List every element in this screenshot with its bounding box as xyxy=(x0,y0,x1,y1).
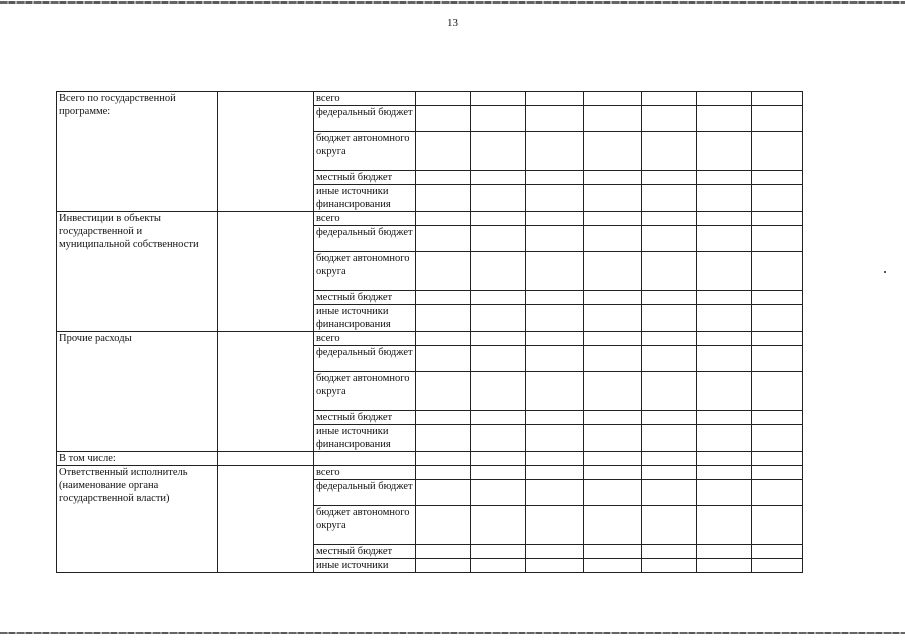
value-cell xyxy=(584,480,642,506)
value-cell xyxy=(526,92,584,106)
value-cell xyxy=(526,106,584,132)
value-cell xyxy=(416,252,471,291)
funding-source-label: всего xyxy=(314,332,416,346)
value-cell xyxy=(416,452,471,466)
funding-source-label: бюджет автономного округа xyxy=(314,506,416,545)
section-title: Прочие расходы xyxy=(57,332,218,452)
section-code-cell xyxy=(218,332,314,452)
value-cell xyxy=(416,291,471,305)
value-cell xyxy=(642,372,697,411)
value-cell xyxy=(471,425,526,452)
section-code-cell xyxy=(218,92,314,212)
value-cell xyxy=(697,545,752,559)
value-cell xyxy=(471,226,526,252)
value-cell xyxy=(471,411,526,425)
value-cell xyxy=(697,452,752,466)
value-cell xyxy=(416,226,471,252)
value-cell xyxy=(697,171,752,185)
table-row xyxy=(57,332,803,346)
value-cell xyxy=(697,466,752,480)
value-cell xyxy=(471,185,526,212)
value-cell xyxy=(642,212,697,226)
value-cell xyxy=(416,480,471,506)
value-cell xyxy=(697,132,752,171)
value-cell xyxy=(471,372,526,411)
value-cell xyxy=(526,372,584,411)
value-cell xyxy=(526,452,584,466)
value-cell xyxy=(416,132,471,171)
scan-speck xyxy=(884,271,886,273)
value-cell xyxy=(416,506,471,545)
value-cell xyxy=(642,466,697,480)
value-cell xyxy=(752,372,803,411)
value-cell xyxy=(584,452,642,466)
value-cell xyxy=(416,332,471,346)
value-cell xyxy=(752,92,803,106)
value-cell xyxy=(642,506,697,545)
value-cell xyxy=(471,92,526,106)
value-cell xyxy=(471,171,526,185)
value-cell xyxy=(697,411,752,425)
financing-table xyxy=(56,91,803,573)
section-code-cell xyxy=(218,452,314,466)
value-cell xyxy=(471,480,526,506)
value-cell xyxy=(416,545,471,559)
value-cell xyxy=(526,212,584,226)
value-cell xyxy=(752,411,803,425)
value-cell xyxy=(526,252,584,291)
value-cell xyxy=(471,305,526,332)
value-cell xyxy=(752,346,803,372)
section-title: В том числе: xyxy=(57,452,218,466)
funding-source-label: местный бюджет xyxy=(314,291,416,305)
value-cell xyxy=(752,132,803,171)
value-cell xyxy=(471,346,526,372)
value-cell xyxy=(752,452,803,466)
value-cell xyxy=(584,346,642,372)
value-cell xyxy=(584,252,642,291)
value-cell xyxy=(697,305,752,332)
funding-source-label: федеральный бюджет xyxy=(314,226,416,252)
table-row xyxy=(57,452,803,466)
value-cell xyxy=(416,212,471,226)
section-code-cell xyxy=(218,466,314,573)
value-cell xyxy=(584,171,642,185)
funding-source-label: бюджет автономного округа xyxy=(314,252,416,291)
value-cell xyxy=(642,171,697,185)
value-cell xyxy=(697,252,752,291)
value-cell xyxy=(752,291,803,305)
value-cell xyxy=(416,92,471,106)
value-cell xyxy=(642,452,697,466)
value-cell xyxy=(697,372,752,411)
funding-source-label: местный бюджет xyxy=(314,545,416,559)
value-cell xyxy=(584,92,642,106)
value-cell xyxy=(416,346,471,372)
section-title: Инвестиции в объекты государственной и муниципальной собственности xyxy=(57,212,218,332)
value-cell xyxy=(584,332,642,346)
value-cell xyxy=(526,185,584,212)
value-cell xyxy=(752,559,803,573)
funding-source-label: бюджет автономного округа xyxy=(314,132,416,171)
funding-source-label: всего xyxy=(314,212,416,226)
section-code-cell xyxy=(218,212,314,332)
value-cell xyxy=(642,226,697,252)
funding-source-label: федеральный бюджет xyxy=(314,480,416,506)
funding-source-label: местный бюджет xyxy=(314,411,416,425)
value-cell xyxy=(697,480,752,506)
scan-edge-top xyxy=(0,1,905,4)
value-cell xyxy=(584,425,642,452)
value-cell xyxy=(642,305,697,332)
value-cell xyxy=(584,212,642,226)
value-cell xyxy=(471,506,526,545)
value-cell xyxy=(471,106,526,132)
funding-source-label: федеральный бюджет xyxy=(314,106,416,132)
value-cell xyxy=(471,212,526,226)
value-cell xyxy=(752,106,803,132)
value-cell xyxy=(526,132,584,171)
funding-source-label: всего xyxy=(314,466,416,480)
value-cell xyxy=(584,506,642,545)
value-cell xyxy=(416,372,471,411)
value-cell xyxy=(752,506,803,545)
section-title: Всего по государственной программе: xyxy=(57,92,218,212)
value-cell xyxy=(584,291,642,305)
funding-source-label: всего xyxy=(314,92,416,106)
value-cell xyxy=(584,132,642,171)
funding-source-label: иные источники xyxy=(314,559,416,573)
section-title: Ответственный исполнитель (наименование органа государственной власти) xyxy=(57,466,218,573)
value-cell xyxy=(752,185,803,212)
funding-source-label: иные источники финансирования xyxy=(314,425,416,452)
value-cell xyxy=(697,559,752,573)
value-cell xyxy=(416,559,471,573)
value-cell xyxy=(642,106,697,132)
funding-source-label: иные источники финансирования xyxy=(314,305,416,332)
value-cell xyxy=(471,545,526,559)
funding-source-label: местный бюджет xyxy=(314,171,416,185)
table-row xyxy=(57,466,803,480)
value-cell xyxy=(752,480,803,506)
value-cell xyxy=(471,252,526,291)
value-cell xyxy=(416,171,471,185)
value-cell xyxy=(471,332,526,346)
value-cell xyxy=(526,332,584,346)
value-cell xyxy=(416,425,471,452)
value-cell xyxy=(584,226,642,252)
scan-edge-bottom xyxy=(0,632,905,634)
value-cell xyxy=(526,305,584,332)
value-cell xyxy=(697,506,752,545)
funding-source-label: федеральный бюджет xyxy=(314,346,416,372)
value-cell xyxy=(697,92,752,106)
value-cell xyxy=(642,132,697,171)
value-cell xyxy=(752,305,803,332)
table-row xyxy=(57,92,803,106)
value-cell xyxy=(697,332,752,346)
table-row xyxy=(57,212,803,226)
value-cell xyxy=(642,545,697,559)
value-cell xyxy=(752,332,803,346)
value-cell xyxy=(416,185,471,212)
value-cell xyxy=(584,305,642,332)
value-cell xyxy=(752,466,803,480)
value-cell xyxy=(471,466,526,480)
funding-source-label: бюджет автономного округа xyxy=(314,372,416,411)
value-cell xyxy=(697,291,752,305)
value-cell xyxy=(642,332,697,346)
funding-source-label: иные источники финансирования xyxy=(314,185,416,212)
value-cell xyxy=(752,252,803,291)
funding-source-label xyxy=(314,452,416,466)
value-cell xyxy=(416,305,471,332)
value-cell xyxy=(526,480,584,506)
value-cell xyxy=(526,425,584,452)
value-cell xyxy=(697,106,752,132)
value-cell xyxy=(642,185,697,212)
page-number: 13 xyxy=(447,17,458,29)
value-cell xyxy=(416,466,471,480)
value-cell xyxy=(697,212,752,226)
value-cell xyxy=(584,411,642,425)
value-cell xyxy=(526,411,584,425)
value-cell xyxy=(752,425,803,452)
value-cell xyxy=(584,466,642,480)
value-cell xyxy=(752,226,803,252)
value-cell xyxy=(642,92,697,106)
value-cell xyxy=(584,372,642,411)
value-cell xyxy=(584,545,642,559)
value-cell xyxy=(642,480,697,506)
value-cell xyxy=(642,291,697,305)
value-cell xyxy=(697,185,752,212)
value-cell xyxy=(642,411,697,425)
value-cell xyxy=(584,559,642,573)
value-cell xyxy=(416,411,471,425)
value-cell xyxy=(697,226,752,252)
value-cell xyxy=(642,425,697,452)
value-cell xyxy=(526,291,584,305)
value-cell xyxy=(697,425,752,452)
value-cell xyxy=(526,466,584,480)
value-cell xyxy=(416,106,471,132)
value-cell xyxy=(642,346,697,372)
value-cell xyxy=(584,106,642,132)
value-cell xyxy=(642,559,697,573)
value-cell xyxy=(697,346,752,372)
value-cell xyxy=(471,452,526,466)
value-cell xyxy=(526,545,584,559)
value-cell xyxy=(584,185,642,212)
value-cell xyxy=(752,212,803,226)
value-cell xyxy=(752,545,803,559)
value-cell xyxy=(471,132,526,171)
value-cell xyxy=(526,226,584,252)
value-cell xyxy=(526,559,584,573)
value-cell xyxy=(642,252,697,291)
value-cell xyxy=(471,291,526,305)
value-cell xyxy=(526,171,584,185)
value-cell xyxy=(526,506,584,545)
value-cell xyxy=(471,559,526,573)
value-cell xyxy=(526,346,584,372)
value-cell xyxy=(752,171,803,185)
